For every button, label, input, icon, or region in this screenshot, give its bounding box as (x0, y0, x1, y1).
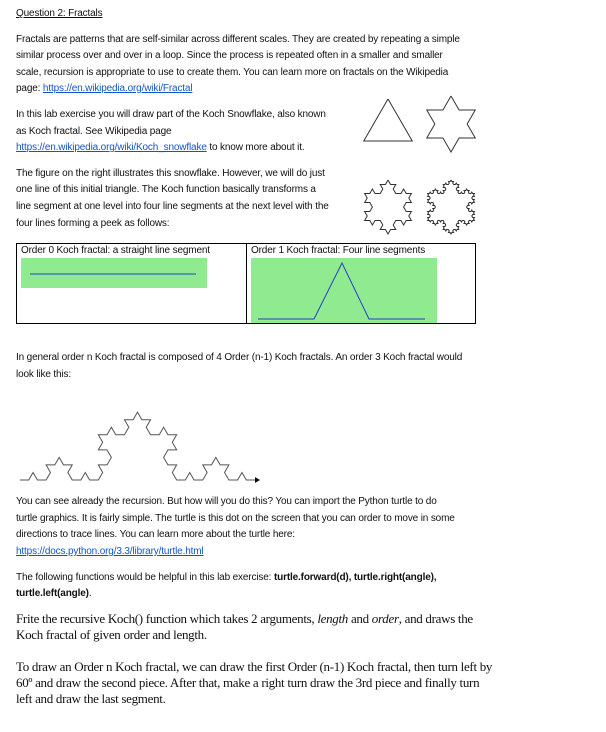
para5-line: You can see already the recursion. But how will you do this? You can import the Python turtle to do (16, 496, 437, 507)
para7-line (16, 611, 473, 627)
koch-wiki-link[interactable]: https://en.wikipedia.org/wiki/Koch_snowflake (16, 142, 207, 153)
para7-text: Frite the recursive Koch() function which takes 2 arguments, (16, 611, 318, 626)
para6-functions: turtle.left(angle) (16, 588, 89, 599)
order1-caption: Order 1 Koch fractal: Four line segments (251, 245, 426, 256)
para6-text: The following functions would be helpful in this lab exercise: (16, 572, 274, 583)
para3-line: one line of this initial triangle. The Koch function basically transforms a (16, 184, 316, 195)
koch-order3-curve (20, 412, 255, 480)
para5-line (16, 546, 204, 557)
para5-line: directions to trace lines. You can learn more about the turtle here: (16, 529, 295, 540)
para6-text: . (88, 588, 92, 599)
order1-line (258, 263, 425, 319)
order-diagrams (0, 0, 606, 340)
para1-text: page: (16, 83, 43, 94)
para3-line: The figure on the right illustrates this snowflake. However, we will do just (16, 168, 325, 179)
para2-line: In this lab exercise you will draw part of the Koch Snowflake, also known (16, 109, 326, 120)
para7-arg-order: order (371, 611, 399, 626)
para7-arg-length: length (317, 611, 349, 626)
para2-text: to know more about it. (206, 142, 305, 153)
para3-line: line segment at one level into four line segments at the next level with the (16, 201, 329, 212)
para6-line (16, 572, 436, 583)
para5-line: turtle graphics. It is fairly simple. The turtle is this dot on the screen that you can order to move in some (16, 513, 455, 524)
para1-line: similar process over and over in a loop. Since the process is repeated often in a smaller and smaller (16, 50, 443, 61)
fractal-wiki-link[interactable]: https://en.wikipedia.org/wiki/Fractal (42, 83, 193, 94)
para4-line: look like this: (16, 369, 71, 380)
para7-line: Koch fractal of given order and length. (16, 627, 207, 642)
para4-line: In general order n Koch fractal is composed of 4 Order (n-1) Koch fractals. An order 3 Koch fractal would (16, 352, 463, 363)
para7-text: and (348, 611, 372, 626)
para6-functions: turtle.forward(d), turtle.right(angle), (273, 572, 437, 583)
turtle-arrow-icon (255, 477, 260, 483)
turtle-docs-link[interactable]: https://docs.python.org/3.3/library/turtle.html (16, 546, 204, 557)
para8-line: To draw an Order n Koch fractal, we can draw the first Order (n-1) Koch fractal, then turn left by (16, 659, 493, 674)
para8-line: left and draw the last segment. (16, 691, 166, 706)
para3-line: four lines forming a peek as follows: (16, 218, 170, 229)
para7-text: , and draws the (398, 611, 473, 626)
para6-line (16, 588, 92, 599)
para2-line: as Koch fractal. See Wikipedia page (16, 126, 172, 137)
para1-line: scale, recursion is appropriate to use to create them. You can learn more on fractals on the Wikipedia (16, 67, 449, 78)
order0-caption: Order 0 Koch fractal: a straight line segment (21, 245, 210, 256)
koch-order3-figure (0, 390, 606, 490)
para1-line: Fractals are patterns that are self-similar across different scales. They are created by repeating a simple (16, 34, 460, 45)
para8-line: 60º and draw the second piece. After that, make a right turn draw the 3rd piece and finally turn (16, 675, 480, 690)
question-title: Question 2: Fractals (16, 8, 103, 19)
